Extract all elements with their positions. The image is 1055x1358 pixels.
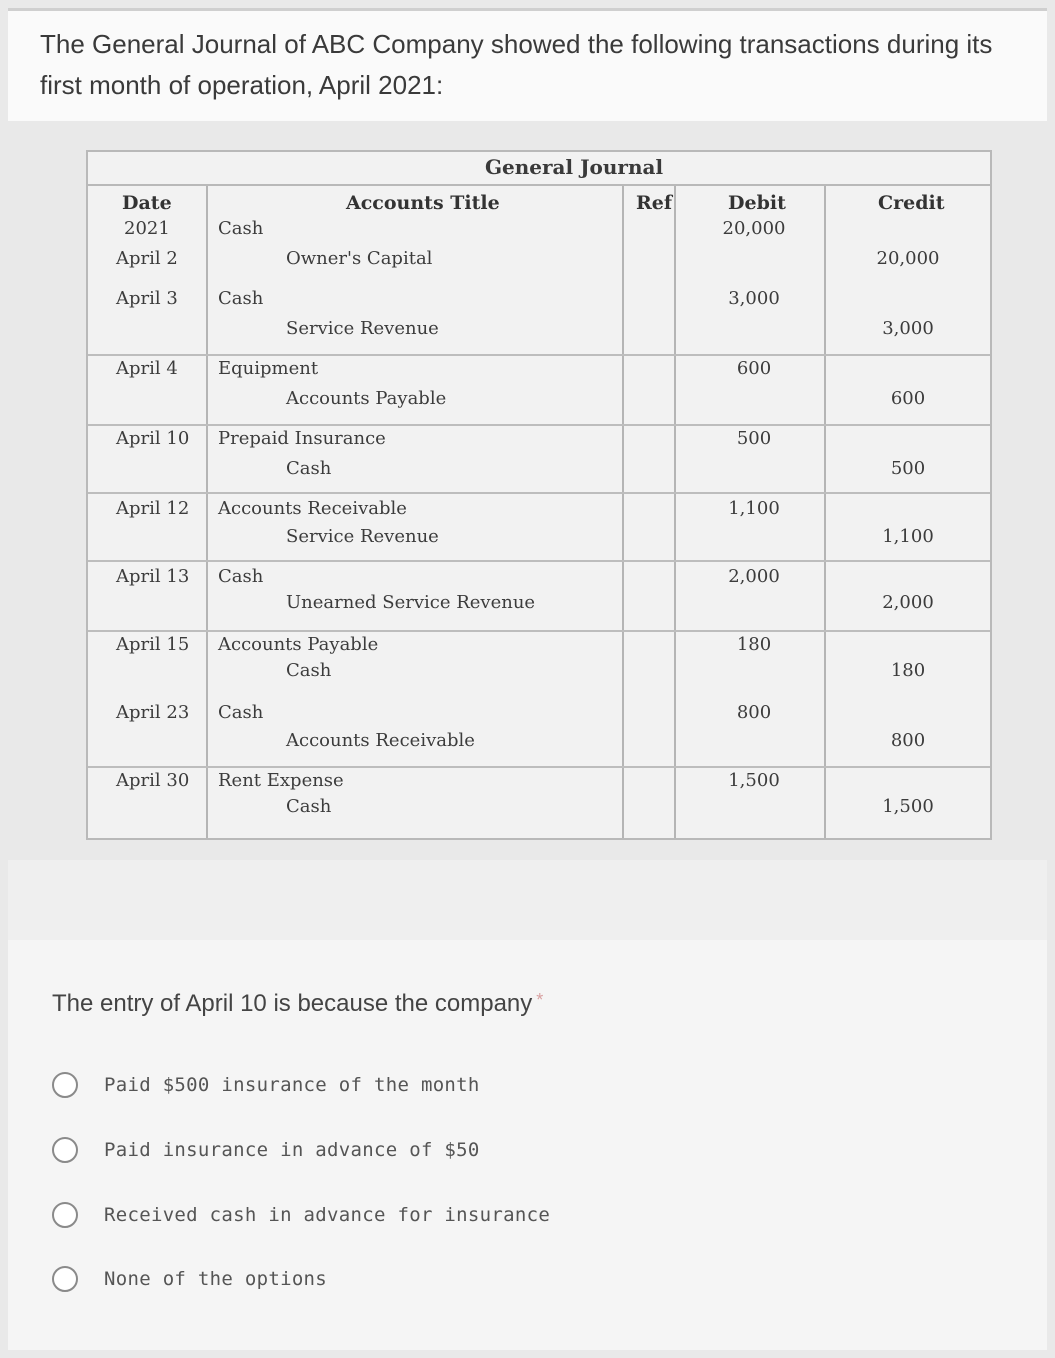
debit-account: Accounts Payable	[218, 634, 379, 655]
debit-amount: 500	[736, 428, 772, 449]
credit-account: Accounts Payable	[286, 388, 447, 409]
credit-account: Owner's Capital	[286, 248, 433, 269]
debit-amount: 3,000	[728, 288, 780, 309]
entry-date: April 15	[116, 634, 190, 655]
credit-amount: 500	[890, 458, 926, 479]
credit-account: Unearned Service Revenue	[286, 592, 536, 613]
debit-amount: 1,500	[728, 770, 780, 791]
header-debit: Debit	[728, 192, 786, 214]
debit-amount: 1,100	[728, 498, 780, 519]
general-journal-image	[86, 150, 992, 840]
header-credit: Credit	[878, 192, 945, 214]
entry-date: April 10	[116, 428, 190, 449]
debit-account: Cash	[218, 702, 264, 723]
debit-amount: 20,000	[722, 218, 786, 239]
credit-account: Cash	[286, 796, 332, 817]
credit-account: Cash	[286, 458, 332, 479]
column-divider	[824, 186, 826, 838]
credit-amount: 3,000	[882, 318, 934, 339]
row-divider	[88, 354, 990, 356]
header-accounts-title: Accounts Title	[346, 192, 500, 214]
debit-account: Cash	[218, 288, 264, 309]
radio-button[interactable]	[52, 1266, 78, 1292]
row-divider	[88, 630, 990, 632]
credit-amount: 1,500	[882, 796, 934, 817]
question-text	[52, 990, 543, 1018]
header-date: Date	[122, 192, 172, 214]
debit-account: Cash	[218, 218, 264, 239]
entry-date: April 3	[116, 288, 178, 309]
credit-amount: 1,100	[882, 526, 934, 547]
debit-account: Equipment	[218, 358, 319, 379]
option-label: None of the options	[104, 1268, 328, 1290]
entry-date: April 12	[116, 498, 190, 519]
row-divider	[88, 560, 990, 562]
entry-date: April 23	[116, 702, 190, 723]
debit-account: Cash	[218, 566, 264, 587]
radio-button[interactable]	[52, 1072, 78, 1098]
debit-amount: 2,000	[728, 566, 780, 587]
option-4[interactable]	[52, 1266, 327, 1292]
credit-amount: 600	[890, 388, 926, 409]
credit-amount: 180	[890, 660, 926, 681]
header-ref: Ref	[636, 192, 673, 214]
debit-amount: 600	[736, 358, 772, 379]
option-3[interactable]	[52, 1202, 550, 1228]
option-label: Paid insurance in advance of $50	[104, 1139, 480, 1161]
credit-account: Accounts Receivable	[286, 730, 475, 751]
section-gap	[8, 860, 1047, 940]
credit-account: Service Revenue	[286, 318, 439, 339]
column-divider	[206, 186, 208, 838]
column-divider	[674, 186, 676, 838]
credit-account: Cash	[286, 660, 332, 681]
credit-account: Service Revenue	[286, 526, 439, 547]
radio-button[interactable]	[52, 1137, 78, 1163]
required-asterisk: *	[536, 990, 544, 1010]
debit-account: Prepaid Insurance	[218, 428, 386, 449]
entry-date: April 30	[116, 770, 190, 791]
option-2[interactable]	[52, 1137, 480, 1163]
option-label: Received cash in advance for insurance	[104, 1204, 551, 1226]
intro-text: The General Journal of ABC Company showed the following transactions during its first month of operation, April 2021:	[40, 29, 993, 100]
year-label: 2021	[124, 218, 170, 239]
row-divider	[88, 492, 990, 494]
row-divider	[88, 766, 990, 768]
option-label: Paid $500 insurance of the month	[104, 1074, 480, 1096]
entry-date: April 2	[116, 248, 178, 269]
credit-amount: 800	[890, 730, 926, 751]
question-label: The entry of April 10 is because the company	[52, 990, 533, 1017]
column-divider	[622, 186, 624, 838]
entry-date: April 4	[116, 358, 178, 379]
debit-amount: 180	[736, 634, 772, 655]
journal-title: General Journal	[88, 152, 990, 186]
debit-amount: 800	[736, 702, 772, 723]
radio-button[interactable]	[52, 1202, 78, 1228]
option-1[interactable]	[52, 1072, 480, 1098]
debit-account: Rent Expense	[218, 770, 344, 791]
credit-amount: 2,000	[882, 592, 934, 613]
entry-date: April 13	[116, 566, 190, 587]
row-divider	[88, 424, 990, 426]
debit-account: Accounts Receivable	[218, 498, 407, 519]
credit-amount: 20,000	[876, 248, 940, 269]
